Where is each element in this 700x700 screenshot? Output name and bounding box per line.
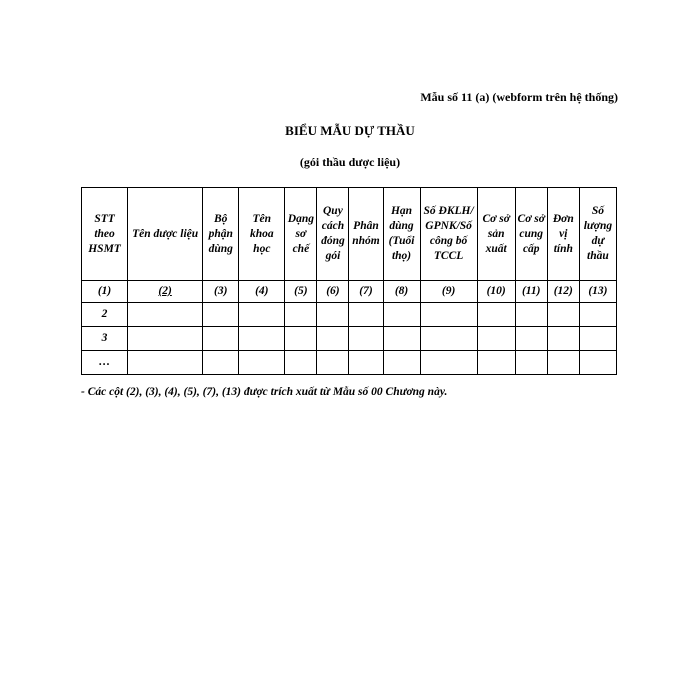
- table-cell: [349, 327, 383, 351]
- col-header-ten-khoa-hoc: Tên khoa học: [239, 188, 285, 281]
- table-cell: [515, 351, 547, 375]
- table-cell: [383, 351, 420, 375]
- table-cell: [477, 303, 515, 327]
- row-stt: 2: [82, 303, 128, 327]
- table-cell: [420, 303, 477, 327]
- col-number: (7): [349, 281, 383, 303]
- col-number: (13): [579, 281, 616, 303]
- table-cell: [285, 351, 317, 375]
- table-cell: [239, 327, 285, 351]
- table-cell: [547, 351, 579, 375]
- bid-table: [81, 187, 617, 375]
- col-header-so-luong: Số lượng dự thầu: [579, 188, 616, 281]
- col-header-so-dklh: Số ĐKLH/ GPNK/Số công bố TCCL: [420, 188, 477, 281]
- col-number: (4): [239, 281, 285, 303]
- col-header-stt: STT theo HSMT: [82, 188, 128, 281]
- row-stt: 3: [82, 327, 128, 351]
- table-cell: [579, 327, 616, 351]
- table-cell: [349, 351, 383, 375]
- table-cell: [547, 327, 579, 351]
- table-cell: [420, 327, 477, 351]
- col-number: (6): [317, 281, 349, 303]
- column-number-row: [82, 281, 617, 303]
- table-cell: [477, 327, 515, 351]
- col-number: (2): [128, 281, 203, 303]
- col-number: (11): [515, 281, 547, 303]
- table-row: [82, 303, 617, 327]
- table-cell: [383, 303, 420, 327]
- table-cell: [285, 303, 317, 327]
- table-cell: [203, 327, 239, 351]
- table-cell: [515, 303, 547, 327]
- col-number: (9): [420, 281, 477, 303]
- form-code: Mẫu số 11 (a) (webform trên hệ thống): [420, 90, 618, 104]
- table-cell: [203, 351, 239, 375]
- table-row: [82, 351, 617, 375]
- col-header-phan-nhom: Phân nhóm: [349, 188, 383, 281]
- table-cell: [239, 303, 285, 327]
- table-cell: [203, 303, 239, 327]
- form-subtitle: (gói thầu dược liệu): [299, 155, 401, 169]
- table-cell: [579, 303, 616, 327]
- col-number: (1): [82, 281, 128, 303]
- table-cell: [547, 303, 579, 327]
- footnote: - Các cột (2), (3), (4), (5), (7), (13) được trích xuất từ Mẫu số 00 Chương này.: [81, 386, 448, 398]
- table-row: [82, 327, 617, 351]
- col-number: (12): [547, 281, 579, 303]
- table-cell: [128, 351, 203, 375]
- col-header-bo-phan-dung: Bộ phận dùng: [203, 188, 239, 281]
- header-row: [82, 188, 617, 281]
- table-cell: [317, 327, 349, 351]
- col-header-ten-duoc-lieu: Tên dược liệu: [128, 188, 203, 281]
- table-cell: [349, 303, 383, 327]
- table-cell: [317, 303, 349, 327]
- table-cell: [317, 351, 349, 375]
- col-header-don-vi-tinh: Đơn vị tính: [547, 188, 579, 281]
- col-number: (5): [285, 281, 317, 303]
- table-cell: [515, 327, 547, 351]
- col-number: (3): [203, 281, 239, 303]
- col-header-co-so-san-xuat: Cơ sở sản xuất: [477, 188, 515, 281]
- col-header-co-so-cung-cap: Cơ sở cung cấp: [515, 188, 547, 281]
- col-number: (10): [477, 281, 515, 303]
- table-cell: [285, 327, 317, 351]
- col-header-dang-so-che: Dạng sơ chế: [285, 188, 317, 281]
- col-number: (8): [383, 281, 420, 303]
- table-cell: [239, 351, 285, 375]
- col-header-quy-cach: Quy cách đóng gói: [317, 188, 349, 281]
- col-header-han-dung: Hạn dùng (Tuổi thọ): [383, 188, 420, 281]
- table-cell: [477, 351, 515, 375]
- row-stt: …: [82, 351, 128, 375]
- table-cell: [579, 351, 616, 375]
- table-cell: [420, 351, 477, 375]
- table-cell: [128, 327, 203, 351]
- form-title: BIỂU MẪU DỰ THẦU: [285, 123, 415, 138]
- table-cell: [383, 327, 420, 351]
- table-cell: [128, 303, 203, 327]
